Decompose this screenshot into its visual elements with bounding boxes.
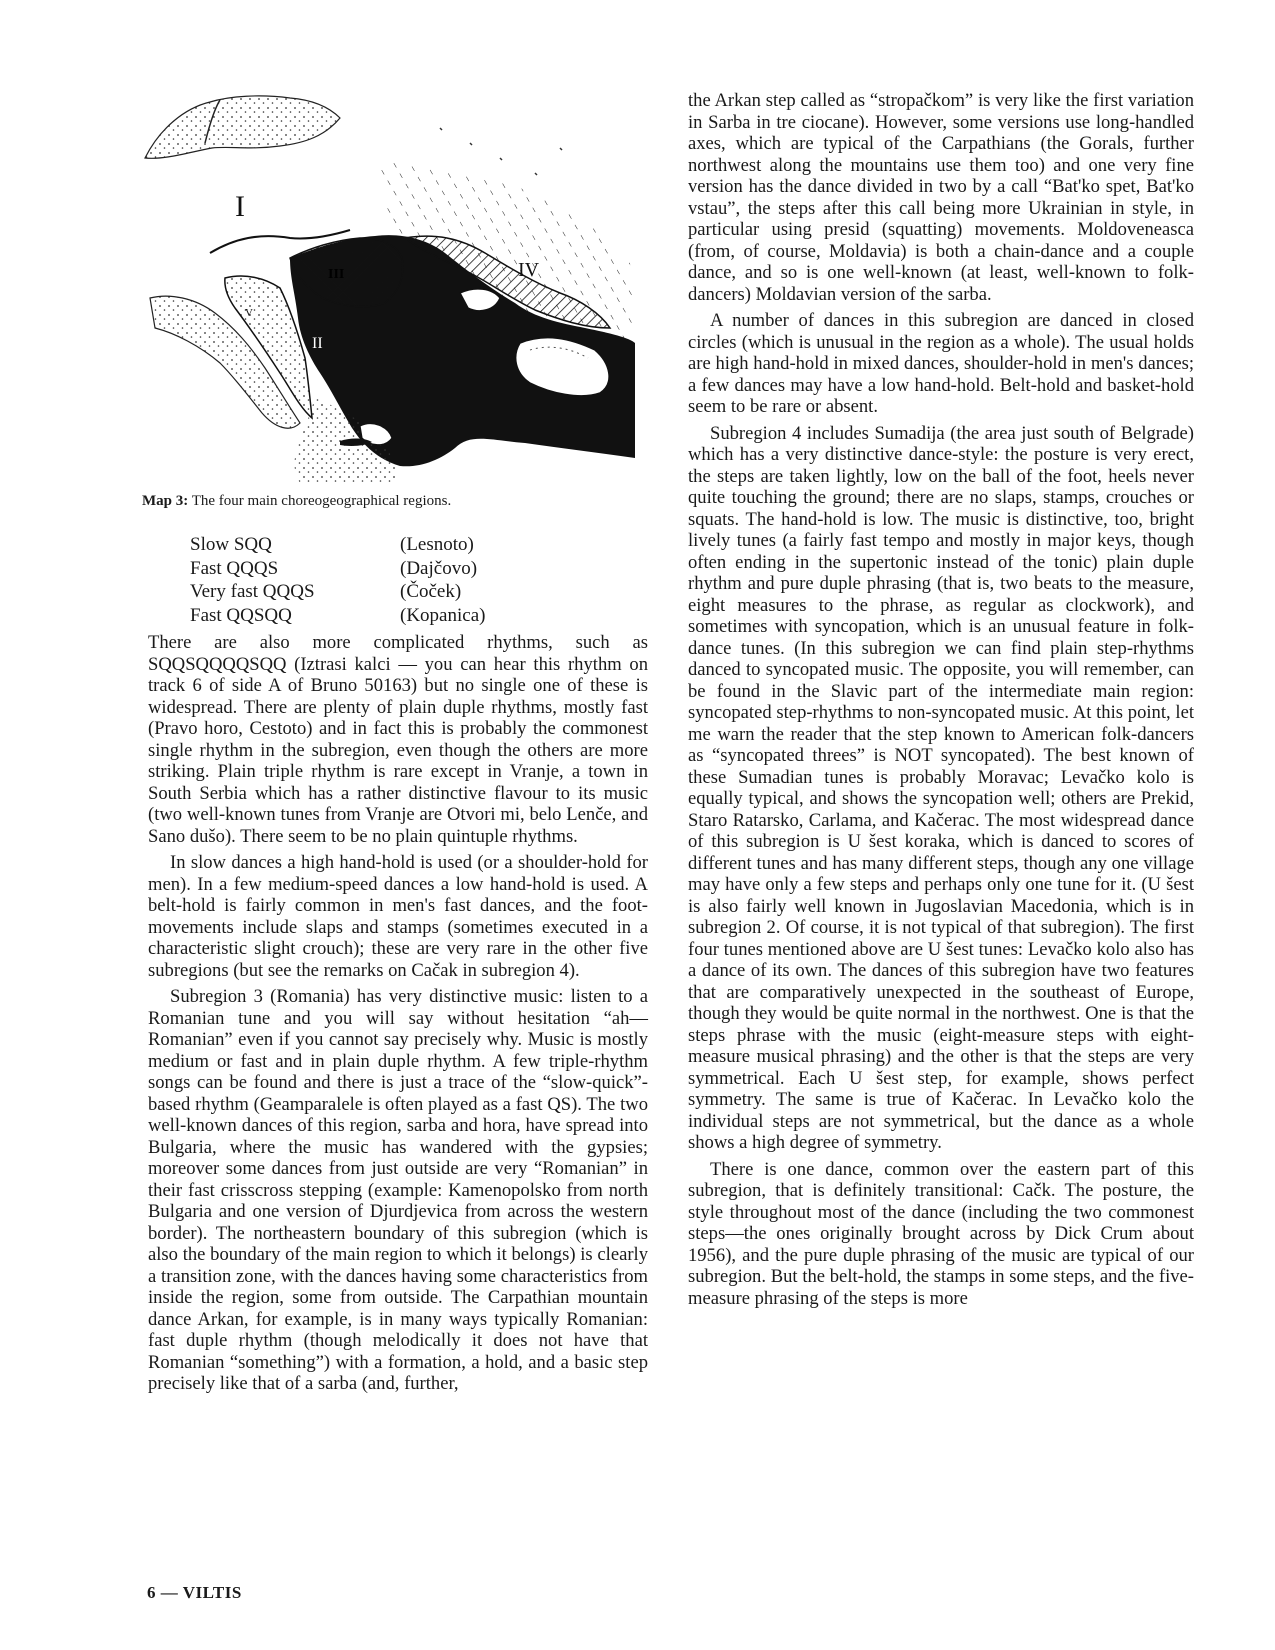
- map-caption-text: The four main choreogeographical regions.: [191, 493, 452, 509]
- paragraph: There is one dance, common over the eastern part of this subregion, that is definitely transitional: Cačk. The posture, the style throughout most of the dance (including the two commonest steps—the ones originally brought across by Dick Crum about 1956), and the pure duple phrasing of the music are typical of our subregion. But the belt-hold, the stamps in some steps, and the five-measure phrasing of the steps is more: [688, 1158, 1194, 1309]
- paragraph: Subregion 3 (Romania) has very distinctive music: listen to a Romanian tune and you will say without hesitation “ah—Romanian” even if you cannot say precisely why. Music is mostly medium or fast and in plain duple rhythm. A few triple-rhythm songs can be found and there is just a trace of the “slow-quick”-based rhythm (Geamparalele is often played as a fast QS). The two well-known dances of this region, sarba and hora, have spread into Bulgaria, where the music has wandered with the gypsies; moreover some dances from just outside are very “Romanian” in their fast crisscross stepping (example: Kamenopolsko from north Bulgaria and one version of Djurdjevica from across the western border). The northeastern boundary of this subregion (which is also the boundary of the main region to which it belongs) is clearly a transition zone, with the dances having some characteristics from inside the region, some from outside. The Carpathian mountain dance Arkan, for example, is in many ways typically Romanian: fast duple rhythm (though melodically it does not have that Romanian “something”) with a formation, a hold, and a basic step precisely like that of a sarba (and, further,: [148, 986, 648, 1394]
- paragraph: In slow dances a high hand-hold is used (or a shoulder-hold for men). In a few medium-speed dances a low hand-hold is used. A belt-hold is fairly common in men's fast dances, and the foot-movements include slaps and stamps (sometimes executed in a characteristic slight crouch); these are very rare in the other five subregions (but see the remarks on Cačak in subregion 4).: [148, 852, 648, 981]
- rhythm-name: Fast QQQS: [190, 557, 279, 579]
- paragraph: There are also more complicated rhythms, such as SQQSQQQQSQQ (Iztrasi kalci — you can hear this rhythm on track 6 of side A of Bruno 50163) but no single one of these is widespread. There are plenty of plain duple rhythms, mostly fast (Pravo horo, Cestoto) and in fact this is probably the commonest single rhythm in the subregion, even though the others are more striking. Plain triple rhythm is rare except in Vranje, a town in South Serbia which has a rather distinctive flavour to its music (two well-known tunes from Vranje are Otvori mi, belo Lenče, and Sano dušo). There seem to be no plain quintuple rhythms.: [148, 632, 648, 847]
- rhythm-list: [190, 533, 630, 627]
- map-caption: [142, 492, 662, 510]
- rhythm-row: [190, 580, 630, 604]
- rhythm-dance: (Čoček): [400, 581, 462, 602]
- map-baltic-region: [145, 96, 340, 158]
- map-label-region-3: III: [328, 267, 345, 282]
- rhythm-name: Very fast QQQS: [190, 581, 315, 602]
- choreogeographical-map: [140, 88, 635, 488]
- map-label-region-1: I: [235, 190, 245, 223]
- rhythm-name: Fast QQSQQ: [190, 604, 292, 626]
- rhythm-row: [190, 604, 630, 628]
- map-label-region-5: V: [245, 307, 253, 319]
- map-caption-label: Map 3:: [142, 493, 189, 509]
- rhythm-dance: (Dajčovo): [400, 557, 478, 579]
- left-text-column: [148, 632, 648, 1395]
- paragraph: Subregion 4 includes Sumadija (the area just south of Belgrade) which has a very distinctive dance-style: the posture is very erect, the steps are taken lightly, low on the ball of the foot, heels never quite touching the ground; there are no slaps, stamps, crouches or squats. The hand-hold is low. The music is distinctive, too, bright lively tunes (a fairly fast tempo and mostly in major keys, though often ending in the supertonic instead of the tonic) plain duple rhythm and pure duple phrasing (that is, two beats to the measure, eight measures to the phrase, as regular as clockwork), and sometimes with syncopation, which is an unusual feature in folk-dance tunes. (In this subregion we can find plain step-rhythms danced to syncopated music. The opposite, you will remember, can be found in the Slavic part of the intermediate main region: syncopated step-rhythms to non-syncopated music. At this point, let me warn the reader that the step known to American folk-dancers as “syncopated threes” is NOT syncopated). The best known of these Sumadian tunes is probably Moravac; Levačko kolo is equally typical, and shows the syncopation well; others are Prekid, Staro Ratarsko, Carlama, and Kačerac. The most widespread dance of this subregion is U šest koraka, which is danced to scores of different tunes and has many different steps, though any one village may have only a few steps and perhaps only one tune for it. (U šest is also fairly well known in Jugoslavian Macedonia, which is in subregion 2. Of course, it is not typical of that subregion). The first four tunes mentioned above are U šest tunes: Levačko kolo also has a dance of its own. The dances of this subregion have two features that are comparatively unexpected in the southeast of Europe, though they would be quite normal in the northwest. One is that the steps phrase with the music (eight-measure steps with eight-measure musical phrasing) and the other is that the steps are very symmetrical. Each U šest step, for example, shows perfect symmetry. The same is true of Kačerac. In Levačko kolo the individual steps are not symmetrical, but the dance as a whole shows a high degree of symmetry.: [688, 422, 1194, 1153]
- rhythm-name: Slow SQQ: [190, 534, 272, 555]
- rhythm-row: [190, 533, 630, 557]
- map-label-region-2: II: [312, 335, 323, 352]
- map-label-region-4: IV: [518, 259, 540, 281]
- rhythm-dance: (Kopanica): [400, 604, 486, 626]
- paragraph: the Arkan step called as “stropačkom” is very like the first variation in Sarba in tre ciocane). However, some versions use long-handled axes, which are typical of the Carpathians (the Gorals, further northwest along the mountains use them too) and one very fine version has the dance divided in two by a call “Bat'ko spet, Bat'ko vstau”, the steps after this call being more Ukrainian in style, in particular using presid (squatting) movements. Moldoveneasca (from, of course, Moldavia) is both a chain-dance and a couple dance, and so is one well-known (at least, well-known to folk-dancers) Moldavian version of the sarba.: [688, 90, 1194, 305]
- page-footer: 6 — VILTIS: [147, 1583, 242, 1602]
- right-text-column: [688, 90, 1194, 1309]
- rhythm-dance: (Lesnoto): [400, 534, 474, 555]
- paragraph: A number of dances in this subregion are danced in closed circles (which is unusual in the region as a whole). The usual holds are high hand-hold in mixed dances, shoulder-hold in men's dances; a few dances may have a low hand-hold. Belt-hold and basket-hold seem to be rare or absent.: [688, 310, 1194, 417]
- rhythm-row: [190, 557, 630, 581]
